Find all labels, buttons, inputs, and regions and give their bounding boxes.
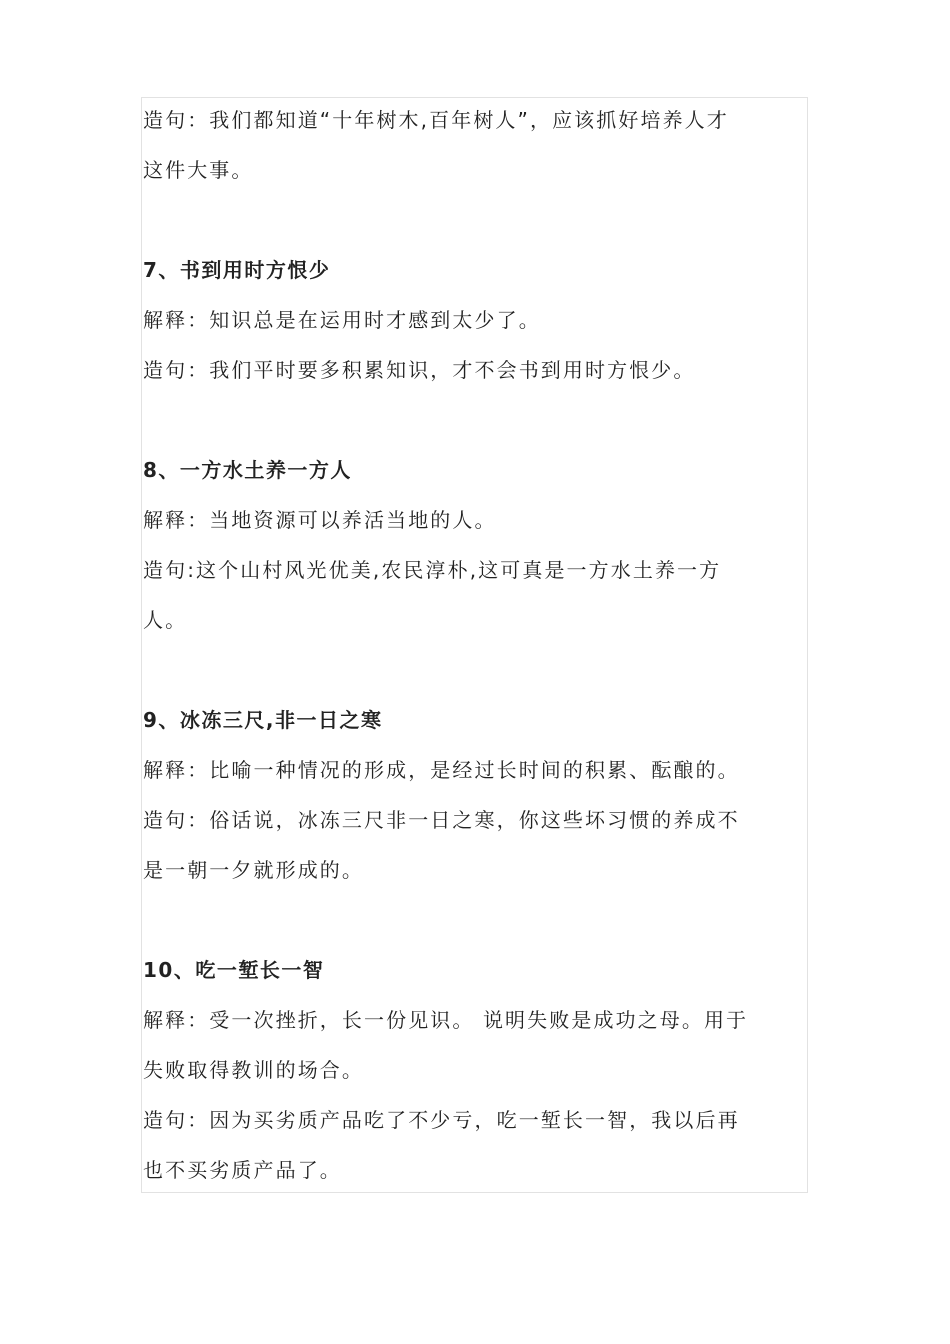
example-sentence-6: 造句：我们都知道“十年树木,百年树人”，应该抓好培养人才 <box>143 108 729 132</box>
example-sentence-9: 造句：俗话说，冰冻三尺非一日之寒，你这些坏习惯的养成不 <box>143 808 740 832</box>
example-sentence-6-cont: 这件大事。 <box>143 158 254 182</box>
proverb-heading-9: 9、冰冻三尺,非一日之寒 <box>143 708 383 732</box>
explanation-10-cont: 失败取得教训的场合。 <box>143 1058 364 1082</box>
spacer <box>143 895 805 945</box>
example-sentence-8: 造句:这个山村风光优美,农民淳朴,这可真是一方水土养一方 <box>143 558 722 582</box>
explanation-10: 解释：受一次挫折，长一份见识。 说明失败是成功之母。用于 <box>143 1008 749 1032</box>
spacer <box>143 645 805 695</box>
document-content <box>143 95 805 1195</box>
example-sentence-10-cont: 也不买劣质产品了。 <box>143 1158 342 1182</box>
proverb-heading-8: 8、一方水土养一方人 <box>143 458 352 482</box>
example-sentence-8-cont: 人。 <box>143 608 188 632</box>
explanation-7: 解释：知识总是在运用时才感到太少了。 <box>143 308 541 332</box>
proverb-heading-10: 10、吃一堑长一智 <box>143 958 325 982</box>
spacer <box>143 395 805 445</box>
explanation-9: 解释：比喻一种情况的形成，是经过长时间的积累、酝酿的。 <box>143 758 740 782</box>
proverb-heading-7: 7、书到用时方恨少 <box>143 258 331 282</box>
example-sentence-9-cont: 是一朝一夕就形成的。 <box>143 858 364 882</box>
example-sentence-10: 造句：因为买劣质产品吃了不少亏，吃一堑长一智，我以后再 <box>143 1108 740 1132</box>
example-sentence-7: 造句：我们平时要多积累知识，才不会书到用时方恨少。 <box>143 358 696 382</box>
spacer <box>143 195 805 245</box>
explanation-8: 解释：当地资源可以养活当地的人。 <box>143 508 497 532</box>
